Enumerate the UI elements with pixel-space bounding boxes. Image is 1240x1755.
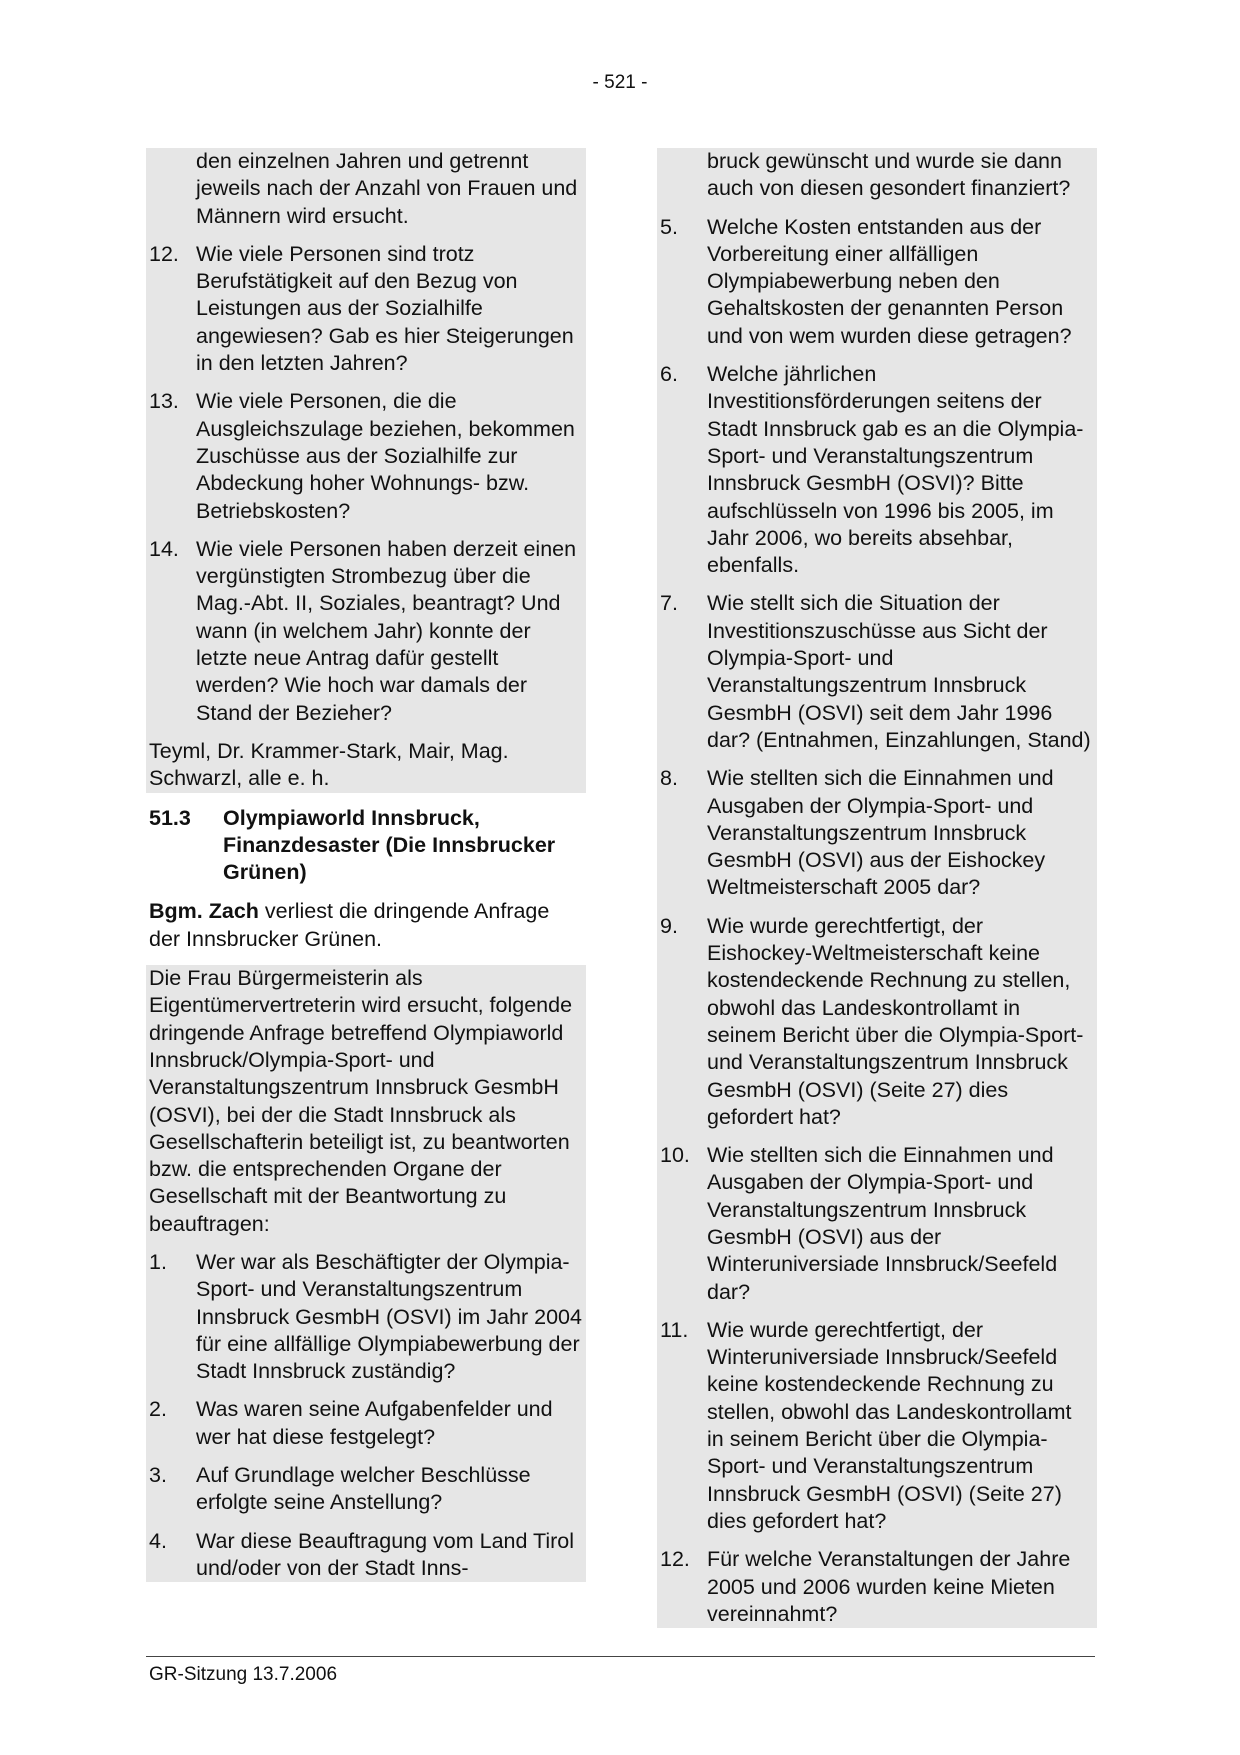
request-paragraph: Die Frau Bürgermeisterin als Eigentümervertreterin wird ersucht, folgende dringende Anfrage betreffend Olympiaworld Innsbruck/Olympia-Sport- und Veranstaltungszentrum Innsbruck GesmbH (OSVI), bei der die Stadt Innsbruck als Gesellschafterin beteiligt ist, zu beantworten bzw. die entsprechenden Organe der Gesellschaft mit der Beantwortung zu beauftragen: — [149, 966, 573, 1236]
list-item: 4. War diese Beauftragung vom Land Tirol und/oder von der Stadt Inns- — [149, 1528, 575, 1580]
continuation-text: den einzelnen Jahren und getrennt jeweils nach der Anzahl von Frauen und Männern wird ersucht. — [196, 149, 578, 228]
footer-divider — [146, 1656, 1095, 1657]
left-column — [146, 148, 586, 1582]
list-item: 9. Wie wurde gerechtfertigt, der Eishockey-Weltmeisterschaft keine kostendeckende Rechnung zu stellen, obwohl das Landeskontrollamt in seinem Bericht über die Olympia-Sport- und Veranstaltungszentrum Innsbruck GesmbH (OSVI) (Seite 27) dies gefordert hat? — [660, 913, 1084, 1129]
continuation-text: bruck gewünscht und wurde sie dann auch von diesen gesondert finanziert? — [707, 149, 1071, 201]
list-item: 8. Wie stellten sich die Einnahmen und Ausgaben der Olympia-Sport- und Veranstaltungszentrum Innsbruck GesmbH (OSVI) aus der Eishockey Weltmeisterschaft 2005 dar? — [660, 766, 1054, 900]
quoted-question-block — [146, 148, 586, 793]
list-item: 12. Wie viele Personen sind trotz Berufstätigkeit auf den Bezug von Leistungen aus der Sozialhilfe angewiesen? Gab es hier Steigerungen in den letzten Jahren? — [149, 241, 574, 376]
list-item: 11. Wie wurde gerechtfertigt, der Winteruniversiade Innsbruck/Seefeld keine kostendeckende Rechnung zu stellen, obwohl das Landeskontrollamt in seinem Bericht über die Olympia-Sport- und Veranstaltungszentrum Innsbruck GesmbH (OSVI) (Seite 27) dies gefordert hat? — [660, 1317, 1072, 1533]
right-column — [657, 148, 1097, 1628]
section-heading — [146, 805, 586, 887]
urgent-request-continued-block — [657, 148, 1097, 1628]
intro-text: verliest die dringende Anfrage der Innsbrucker Grünen. — [149, 899, 550, 951]
page-number: - 521 - — [592, 72, 648, 93]
list-item: 1. Wer war als Beschäftigter der Olympia-Sport- und Veranstaltungszentrum Innsbruck GesmbH (OSVI) im Jahr 2004 für eine allfällige Olympiabewerbung der Stadt Innsbruck zuständig? — [149, 1249, 582, 1384]
list-item: 14. Wie viele Personen haben derzeit einen vergünstigten Strombezug über die Mag.-Abt. II, Soziales, beantragt? Und wann (in welchem Jahr) konnte der letzte neue Antrag dafür gestellt werden? Wie hoch war damals der Stand der Bezieher? — [149, 536, 577, 725]
list-item: 2. Was waren seine Aufgabenfelder und wer hat diese festgelegt? — [149, 1397, 553, 1449]
signatories: Teyml, Dr. Krammer-Stark, Mair, Mag. Schwarzl, alle e. h. — [149, 738, 509, 791]
list-item — [660, 148, 1093, 203]
list-item: 12. Für welche Veranstaltungen der Jahre 2005 und 2006 wurden keine Mieten vereinnahmt? — [660, 1547, 1071, 1626]
list-item: 5. Welche Kosten entstanden aus der Vorbereitung einer allfälligen Olympiabewerbung neben den Gehaltskosten der genannten Person und von wem wurden diese getragen? — [660, 214, 1072, 348]
list-item — [149, 148, 582, 230]
section-number: 51.3 — [149, 805, 191, 830]
list-item: 10. Wie stellten sich die Einnahmen und Ausgaben der Olympia-Sport- und Veranstaltungszentrum Innsbruck GesmbH (OSVI) aus der Winteruniversiade Innsbruck/Seefeld dar? — [660, 1143, 1058, 1304]
list-item: 7. Wie stellt sich die Situation der Investitionszuschüsse aus Sicht der Olympia-Sport- und Veranstaltungszentrum Innsbruck GesmbH (OSVI) seit dem Jahr 1996 dar? (Entnahmen, Einzahlungen, Stand) — [660, 591, 1091, 752]
footer-text: GR-Sitzung 13.7.2006 — [149, 1664, 338, 1685]
list-item: 6. Welche jährlichen Investitionsförderungen seitens der Stadt Innsbruck gab es an die Olympia-Sport- und Veranstaltungszentrum Innsbruck GesmbH (OSVI)? Bitte aufschlüsseln von 1996 bis 2005, im Jahr 2006, wo bereits absehbar, ebenfalls. — [660, 362, 1084, 578]
section-title: Olympiaworld Innsbruck, Finanzdesaster (Die Innsbrucker Grünen) — [223, 805, 556, 885]
list-item: 3. Auf Grundlage welcher Beschlüsse erfolgte seine Anstellung? — [149, 1463, 531, 1515]
urgent-request-block — [146, 965, 586, 1582]
intro-paragraph — [146, 898, 586, 953]
speaker-name: Bgm. Zach — [149, 899, 259, 924]
list-item: 13. Wie viele Personen, die die Ausgleichszulage beziehen, bekommen Zuschüsse aus der Sozialhilfe zur Abdeckung hoher Wohnungs- bzw. Betriebskosten? — [149, 389, 575, 523]
